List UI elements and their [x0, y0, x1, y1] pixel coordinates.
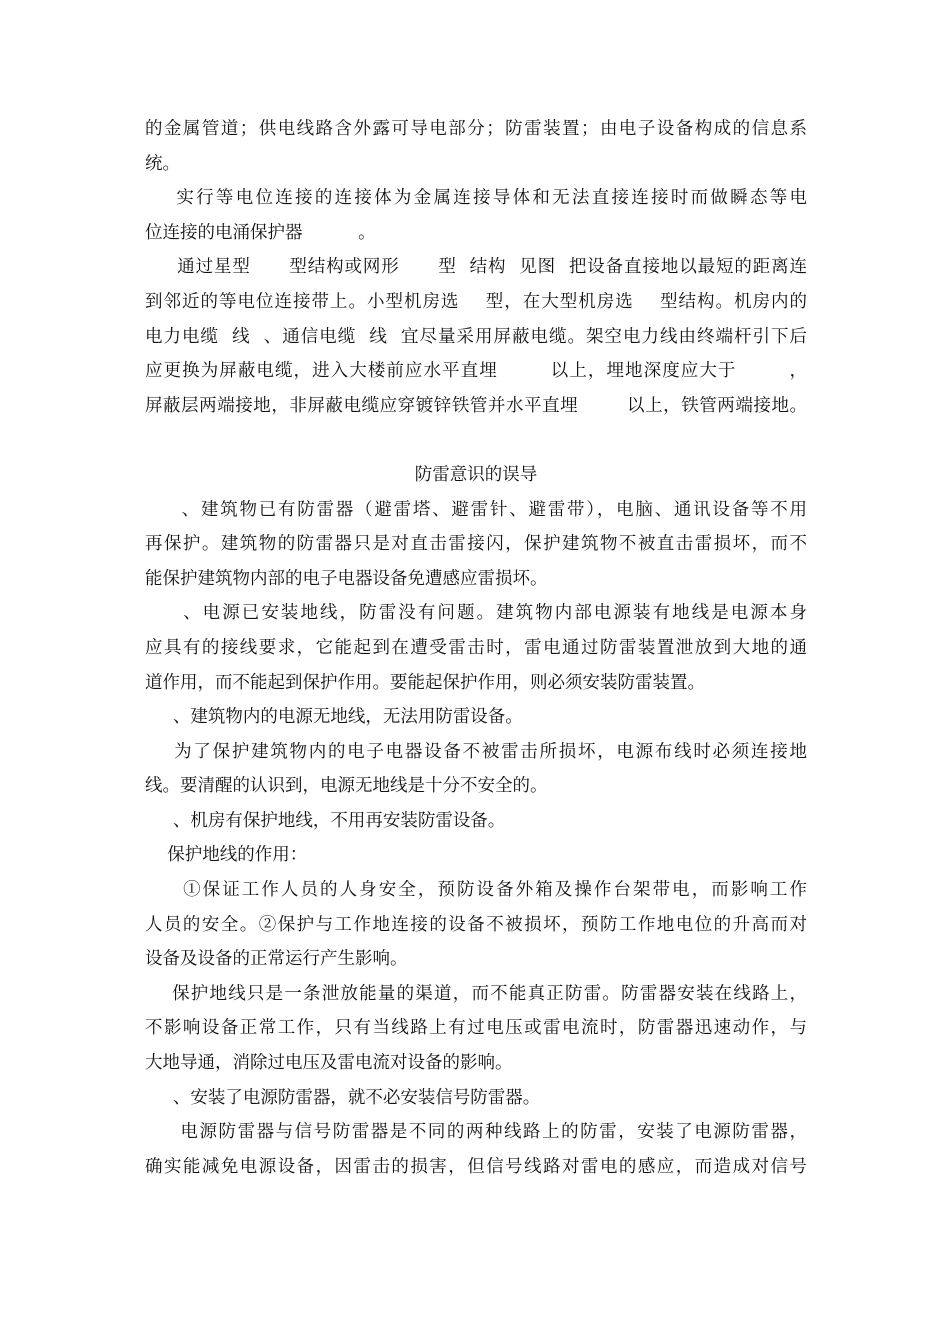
text-line: 、电源已安装地线，防雷没有问题。建筑物内部电源装有地线是电源本身	[145, 603, 807, 624]
paragraph	[145, 873, 807, 977]
text-line: 通过星型 型结构或网形 型 结构 见图 把设备直接地以最短的距离连	[145, 257, 807, 278]
paragraph	[145, 1081, 807, 1116]
text-line: 、建筑物已有防雷器（避雷塔、避雷针、避雷带），电脑、通讯设备等不用	[145, 499, 807, 520]
text-line: ①保证工作人员的人身安全，预防设备外箱及操作台架带电，而影响工作	[145, 880, 807, 901]
text-line: 人员的安全。②保护与工作地连接的设备不被损坏，预防工作地电位的升高而对	[145, 914, 807, 935]
text-line: 为了保护建筑物内的电子电器设备不被雷击所损坏，电源布线时必须连接地	[145, 741, 807, 762]
text-line: 不影响设备正常工作，只有当线路上有过电压或雷电流时，防雷器迅速动作，与	[145, 1018, 807, 1039]
paragraph	[145, 700, 807, 735]
text-line: 实行等电位连接的连接体为金属连接导体和无法直接连接时而做瞬态等电	[145, 188, 807, 209]
text-line: 能保护建筑物内部的电子电器设备免遭感应雷损坏。	[145, 568, 548, 589]
text-line: 、建筑物内的电源无地线，无法用防雷设备。	[145, 707, 523, 728]
text-line: 设备及设备的正常运行产生影响。	[145, 949, 408, 970]
paragraph	[145, 735, 807, 804]
text-line: 应具有的接线要求，它能起到在遭受雷击时，雷电通过防雷装置泄放到大地的通	[145, 637, 807, 658]
text-line: 大地导通，消除过电压及雷电流对设备的影响。	[145, 1053, 513, 1074]
text-line: 保护地线的作用：	[145, 845, 308, 866]
paragraph	[145, 181, 807, 250]
paragraph	[145, 112, 807, 181]
section-heading: 防雷意识的误导	[414, 464, 538, 485]
paragraph	[145, 493, 807, 597]
text-line: 保护地线只是一条泄放能量的渠道，而不能真正防雷。防雷器安装在线路上，	[145, 983, 807, 1004]
paragraph	[145, 596, 807, 700]
paragraph	[145, 1115, 807, 1184]
text-line: 到邻近的等电位连接带上。小型机房选 型，在大型机房选 型结构。机房内的	[145, 291, 807, 312]
text-line: 统。	[145, 153, 180, 174]
text-line: 的金属管道；供电线路含外露可导电部分；防雷装置；由电子设备构成的信息系	[145, 119, 807, 139]
text-line: 屏蔽层两端接地，非屏蔽电缆应穿镀锌铁管并水平直埋 以上，铁管两端接地。	[145, 395, 807, 416]
text-line: 、机房有保护地线，不用再安装防雷设备。	[145, 810, 506, 831]
text-line: 线。要清醒的认识到，电源无地线是十分不安全的。	[145, 776, 548, 797]
paragraph	[145, 838, 807, 873]
text-line: 应更换为屏蔽电缆，进入大楼前应水平直埋 以上，埋地深度应大于 ，	[145, 361, 807, 382]
paragraph	[145, 977, 807, 1081]
blank-line	[145, 423, 807, 458]
text-line: 再保护。建筑物的防雷器只是对直击雷接闪，保护建筑物不被直击雷损坏，而不	[145, 534, 807, 555]
text-line: 、安装了电源防雷器，就不必安装信号防雷器。	[145, 1087, 541, 1108]
text-line: 道作用，而不能起到保护作用。要能起保护作用，则必须安装防雷装置。	[145, 672, 705, 693]
text-line: 电力电缆 线 、通信电缆 线 宜尽量采用屏蔽电缆。架空电力线由终端杆引下后	[145, 326, 807, 347]
document-page	[145, 112, 807, 1184]
paragraph	[145, 804, 807, 839]
text-line: 位连接的电涌保护器 。	[145, 222, 376, 243]
paragraph	[145, 250, 807, 423]
text-line: 电源防雷器与信号防雷器是不同的两种线路上的防雷，安装了电源防雷器，	[145, 1122, 807, 1143]
text-line: 确实能减免电源设备，因雷击的损害，但信号线路对雷电的感应，而造成对信号	[145, 1156, 807, 1177]
